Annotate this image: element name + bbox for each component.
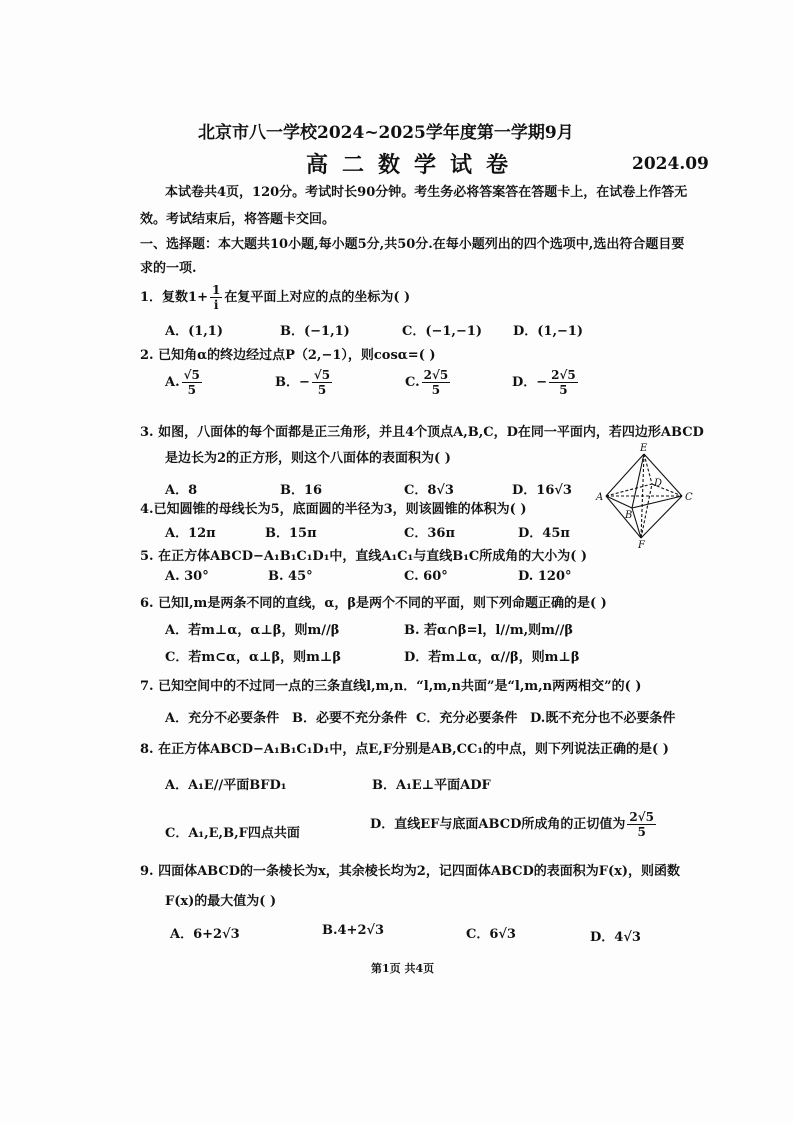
- question-5-option-a: A. 30°: [165, 569, 209, 584]
- page-footer: 第1页 共4页: [371, 962, 435, 975]
- edge-fc: [641, 496, 682, 538]
- section-heading-line-1: 一、选择题：本大题共10小题,每小题5分,共50分.在每小题列出的四个选项中,选出符合题目要: [140, 237, 685, 252]
- instructions-line-2: 效。考试结束后，将答题卡交回。: [140, 212, 336, 227]
- question-9-stem-line-2: F(x)的最大值为( ): [165, 894, 277, 909]
- question-8-option-a: A．A₁E//平面BFD₁: [165, 778, 287, 793]
- octahedron-figure: [592, 440, 702, 550]
- label-a: A: [596, 492, 604, 503]
- question-6-stem: 6. 已知l,m是两条不同的直线，α，β是两个不同的平面，则下列命题正确的是( ): [140, 596, 607, 611]
- question-1-option-c: C．(−1,−1): [402, 324, 483, 339]
- edge-fd: [641, 484, 652, 538]
- edge-ad: [606, 484, 652, 496]
- question-4-option-b: B．15π: [265, 526, 317, 541]
- question-2-option-b: B．− $\frac{√5}{5}$: [275, 368, 331, 397]
- question-2-option-d: D．− $\frac{2√5}{5}$: [512, 368, 576, 397]
- question-6-option-b: B. 若α∩β=l，l//m,则m//β: [404, 623, 574, 638]
- question-3-option-b: B．16: [280, 483, 323, 498]
- edge-fa: [606, 496, 641, 538]
- question-7-option-d: D.既不充分也不必要条件: [530, 711, 676, 726]
- question-5-option-c: C. 60°: [404, 569, 448, 584]
- question-9-stem-line-1: 9. 四面体ABCD的一条棱长为x，其余棱长均为2，记四面体ABCD的表面积为F(x)，则函数: [140, 864, 681, 879]
- question-1-option-a: A．(1,1): [165, 324, 224, 339]
- question-3-stem-line-2: 是边长为2的正方形，则这个八面体的表面积为( ): [165, 451, 451, 466]
- question-1-stem: 1．复数1+ $\frac{1}{i}$ 在复平面上对应的点的坐标为( ): [140, 283, 411, 312]
- edge-ab: [606, 496, 632, 508]
- question-6-option-a: A．若m⊥α，α⊥β，则m//β: [165, 623, 340, 638]
- question-8-option-d: D．直线EF与底面ABCD所成角的正切值为 $\frac{2√5}{5}$: [370, 810, 654, 839]
- question-5-option-d: D. 120°: [518, 569, 572, 584]
- question-6-option-d: D．若m⊥α，α//β，则m⊥β: [404, 650, 580, 665]
- question-4-option-c: C．36π: [404, 526, 455, 541]
- question-8-option-b: B．A₁E⊥平面ADF: [372, 778, 491, 793]
- question-9-option-d: D．4√3: [590, 930, 641, 945]
- question-7-stem: 7. 已知空间中的不过同一点的三条直线l,m,n．“l,m,n共面”是“l,m,n两两相交”的( ): [140, 679, 642, 694]
- question-1-option-b: B．(−1,1): [280, 324, 350, 339]
- edge-fb: [632, 508, 641, 538]
- question-9-option-a: A．6+2√3: [170, 927, 240, 942]
- label-f: F: [638, 540, 645, 550]
- question-5-stem: 5. 在正方体ABCD−A₁B₁C₁D₁中，直线A₁C₁与直线B₁C所成角的大小为( ): [140, 549, 588, 564]
- label-d: D: [654, 478, 663, 489]
- label-e: E: [640, 443, 648, 454]
- question-4-option-d: D．45π: [518, 526, 570, 541]
- question-7-option-a: A．充分不必要条件: [165, 711, 280, 726]
- question-2-stem: 2. 已知角α的终边经过点P（2,−1），则cosα=( ): [140, 348, 436, 363]
- instructions-line-1: 本试卷共4页，120分。考试时长90分钟。考生务必将答案答在答题卡上，在试卷上作答无: [165, 185, 688, 200]
- question-5-option-b: B. 45°: [268, 569, 313, 584]
- question-2-option-a: A. $\frac{√5}{5}$: [165, 368, 200, 397]
- question-8-stem: 8. 在正方体ABCD−A₁B₁C₁D₁中，点E,F分别是AB,CC₁的中点，则下列说法正确的是( ): [140, 742, 669, 757]
- label-b: B: [625, 510, 633, 521]
- question-8-option-c: C．A₁,E,B,F四点共面: [165, 826, 300, 841]
- question-9-option-c: C．6√3: [466, 927, 516, 942]
- question-9-option-b: B.4+2√3: [322, 923, 385, 938]
- question-1-option-d: D．(1,−1): [513, 324, 584, 339]
- question-3-option-d: D．16√3: [512, 483, 572, 498]
- question-3-stem-line-1: 3. 如图，八面体的每个面都是正三角形，并且4个顶点A,B,C，D在同一平面内，若四边形ABCD: [140, 425, 704, 440]
- question-7-option-c: C．充分必要条件: [416, 711, 518, 726]
- section-heading-line-2: 求的一项.: [140, 261, 197, 276]
- label-c: C: [685, 492, 693, 503]
- question-2-option-c: C. $\frac{2√5}{5}$: [405, 368, 449, 397]
- question-3-option-c: C．8√3: [404, 483, 454, 498]
- question-7-option-b: B．必要不充分条件: [292, 711, 407, 726]
- question-4-option-a: A．12π: [165, 526, 216, 541]
- exam-subtitle: 高二数学试卷: [306, 152, 523, 178]
- exam-title: 北京市八一学校2024~2025学年度第一学期9月: [198, 123, 574, 143]
- edge-ea: [606, 454, 644, 496]
- exam-date: 2024.09: [632, 154, 709, 174]
- question-4-stem: 4.已知圆锥的母线长为5，底面圆的半径为3，则该圆锥的体积为( ): [140, 502, 527, 517]
- question-3-option-a: A．8: [165, 483, 198, 498]
- question-6-option-c: C．若m⊂α，α⊥β，则m⊥β: [165, 650, 341, 665]
- edge-bc: [632, 496, 682, 508]
